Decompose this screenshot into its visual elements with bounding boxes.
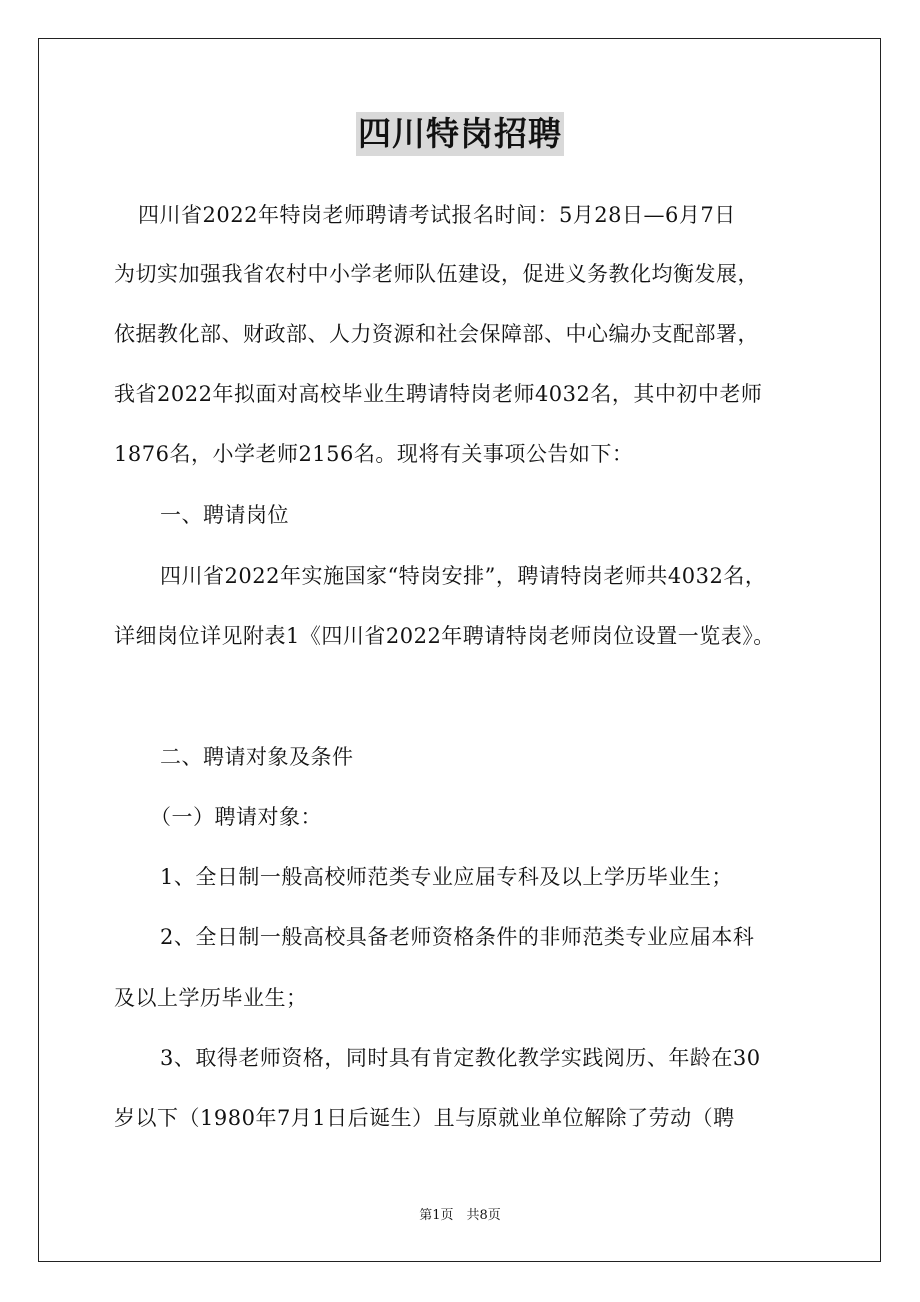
list-item: 2、全日制一般高校具备老师资格条件的非师范类专业应届本科 — [160, 925, 755, 949]
subsection-heading: （一）聘请对象： — [150, 805, 322, 829]
list-item: 3、取得老师资格，同时具有肯定教化教学实践阅历、年龄在30 — [160, 1046, 761, 1070]
section-heading: 一、聘请岗位 — [160, 503, 289, 527]
paragraph-line: 四川省2022年实施国家“特岗安排”，聘请特岗老师共4032名， — [160, 564, 767, 588]
paragraph-line: 我省2022年拟面对高校毕业生聘请特岗老师4032名，其中初中老师 — [114, 382, 763, 406]
paragraph-line: 四川省2022年特岗老师聘请考试报名时间：5月28日—6月7日 — [138, 203, 736, 227]
paragraph-line: 依据教化部、财政部、人力资源和社会保障部、中心编办支配部署， — [114, 322, 759, 346]
document-title: 四川特岗招聘 — [356, 112, 564, 156]
paragraph-line: 详细岗位详见附表1《四川省2022年聘请特岗老师岗位设置一览表》。 — [114, 624, 775, 648]
paragraph-line: 1876名，小学老师2156名。现将有关事项公告如下： — [114, 442, 634, 466]
page-footer — [0, 1206, 920, 1226]
page-number: 第1页 共8页 — [419, 1208, 501, 1223]
list-item: 1、全日制一般高校师范类专业应届专科及以上学历毕业生； — [160, 865, 733, 889]
list-item-continuation: 及以上学历毕业生； — [114, 986, 308, 1010]
paragraph-line: 为切实加强我省农村中小学老师队伍建设，促进义务教化均衡发展， — [114, 262, 759, 286]
list-item-continuation: 岁以下（1980年7月1日后诞生）且与原就业单位解除了劳动（聘 — [114, 1106, 735, 1130]
section-heading: 二、聘请对象及条件 — [160, 745, 354, 769]
